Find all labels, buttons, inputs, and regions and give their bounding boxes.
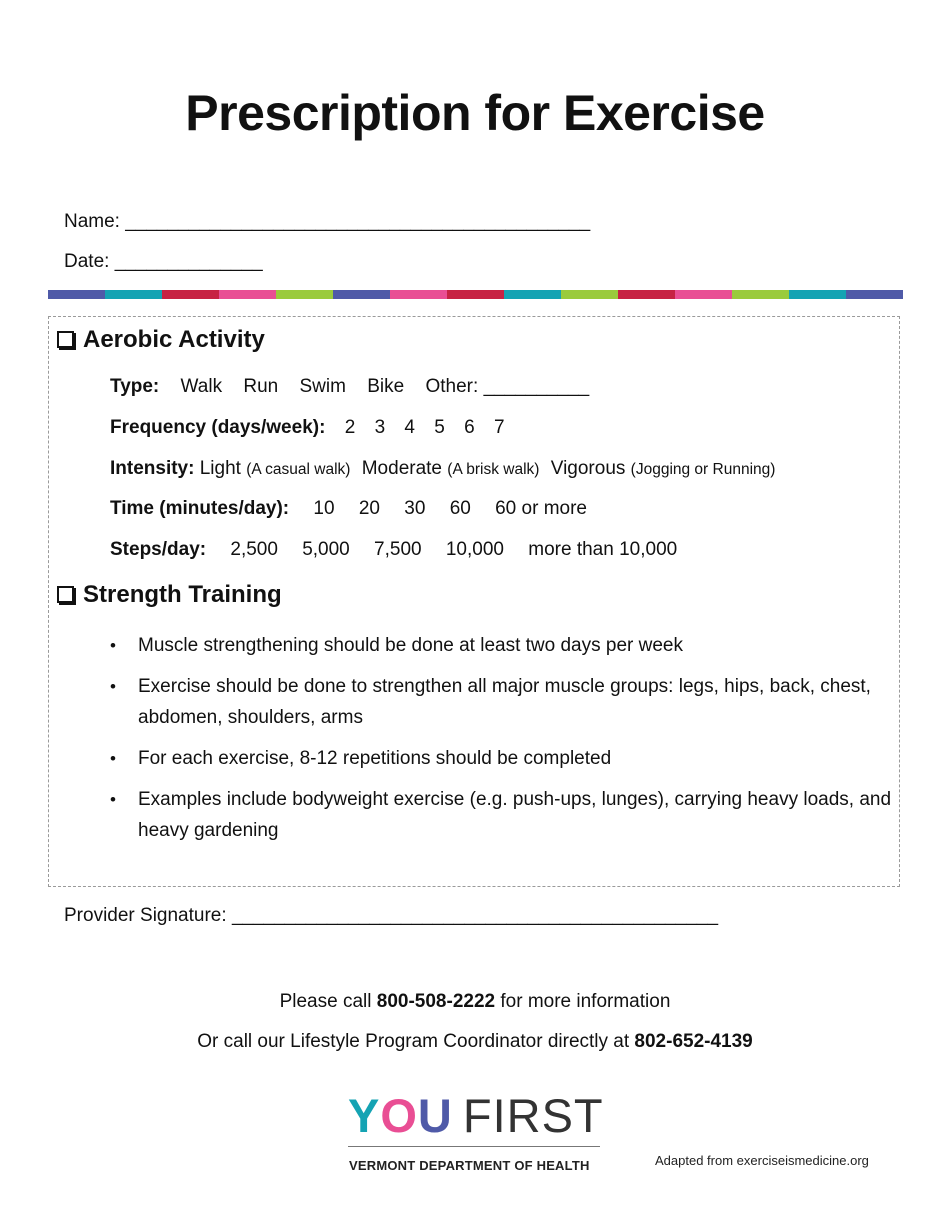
strength-checkbox-icon[interactable] [57,586,74,603]
provider-signature-field [64,905,718,927]
time-row [110,498,587,520]
time-option: 10 [313,498,335,519]
type-option: Swim [299,376,346,397]
steps-row [110,539,677,561]
type-option: Bike [367,376,405,397]
color-stripe-segment [333,290,390,299]
page-title: Prescription for Exercise [185,85,765,141]
color-stripe-segment [504,290,561,299]
color-stripe-segment [219,290,276,299]
type-option: Walk [180,376,223,397]
time-option: 30 [404,498,426,519]
time-label: Time (minutes/day): [110,498,290,519]
color-stripe-segment [447,290,504,299]
intensity-label: Intensity: [110,458,195,479]
contact-line-1 [0,991,950,1013]
color-stripe-segment [162,290,219,299]
color-stripe-segment [618,290,675,299]
type-row [110,376,589,398]
list-item: • For each exercise, 8-12 repetitions should be completed [110,743,900,774]
frequency-option: 4 [404,417,415,438]
date-field [64,251,263,273]
steps-option: 5,000 [302,539,350,560]
color-stripe-segment [276,290,333,299]
steps-option: 2,500 [230,539,278,560]
color-stripe-segment [675,290,732,299]
name-field [64,211,590,233]
frequency-option: 6 [464,417,475,438]
strength-bullet-list [110,630,900,856]
list-item: • Examples include bodyweight exercise (e.g. push-ups, lunges), carrying heavy loads, and heavy gardening [110,784,900,846]
color-stripe-segment [390,290,447,299]
intensity-vigorous: Vigorous [550,458,626,479]
signature-blank: ______________________________________________ [231,905,719,926]
steps-option: 7,500 [374,539,422,560]
adapted-from-note: Adapted from exerciseismedicine.org [655,1153,869,1168]
logo-you-text [348,1089,453,1142]
time-option: 60 [449,498,471,519]
aerobic-checkbox-icon[interactable] [57,331,74,348]
frequency-option: 5 [434,417,445,438]
frequency-option: 3 [374,417,386,438]
color-stripe-segment [846,290,903,299]
color-stripe-divider [48,290,903,299]
frequency-option: 2 [344,417,356,438]
steps-option: 10,000 [445,539,504,560]
time-option: 20 [358,498,380,519]
contact-1-phone: 800-508-2222 [376,991,496,1012]
contact-1-suffix: for more information [500,991,671,1012]
logo-letter: Y [348,1089,381,1142]
color-stripe-segment [561,290,618,299]
frequency-row [110,417,505,439]
aerobic-heading-text: Aerobic Activity [83,326,265,353]
logo-letter: U [417,1089,453,1142]
color-stripe-segment [48,290,105,299]
signature-label: Provider Signature: [64,905,227,926]
logo-first-text: FIRST [462,1089,604,1142]
aerobic-section-heading [55,326,265,354]
type-other-label: Other: [425,376,479,397]
logo-divider [348,1146,600,1147]
contact-line-2 [0,1031,950,1053]
color-stripe-segment [789,290,846,299]
logo-wordmark [348,1089,604,1142]
intensity-moderate-note: (A brisk walk) [447,461,540,478]
contact-1-prefix: Please call [279,991,372,1012]
steps-option: more than 10,000 [528,539,678,560]
date-label: Date: [64,251,110,272]
type-option: Run [243,376,279,397]
intensity-row [110,458,775,480]
steps-label: Steps/day: [110,539,207,560]
contact-2-phone: 802-652-4139 [634,1031,753,1052]
intensity-vigorous-note: (Jogging or Running) [630,461,776,478]
type-label: Type: [110,376,160,397]
color-stripe-segment [732,290,789,299]
intensity-light-note: (A casual walk) [246,461,351,478]
date-blank: ______________ [114,251,263,272]
time-option: 60 or more [495,498,587,519]
frequency-label: Frequency (days/week): [110,417,326,438]
intensity-light: Light [199,458,241,479]
intensity-moderate: Moderate [361,458,443,479]
type-other-blank: __________ [483,376,590,397]
color-stripe-segment [105,290,162,299]
frequency-option: 7 [494,417,505,438]
strength-section-heading [55,581,282,609]
contact-2-prefix: Or call our Lifestyle Program Coordinator directly at [197,1031,630,1052]
name-label: Name: [64,211,120,232]
name-blank: ____________________________________________ [125,211,591,232]
logo-letter: O [380,1089,418,1142]
list-item: • Exercise should be done to strengthen all major muscle groups: legs, hips, back, chest, abdomen, shoulders, arms [110,671,900,733]
logo-department: VERMONT DEPARTMENT OF HEALTH [349,1158,590,1173]
strength-heading-text: Strength Training [83,581,282,608]
list-item: • Muscle strengthening should be done at least two days per week [110,630,900,661]
